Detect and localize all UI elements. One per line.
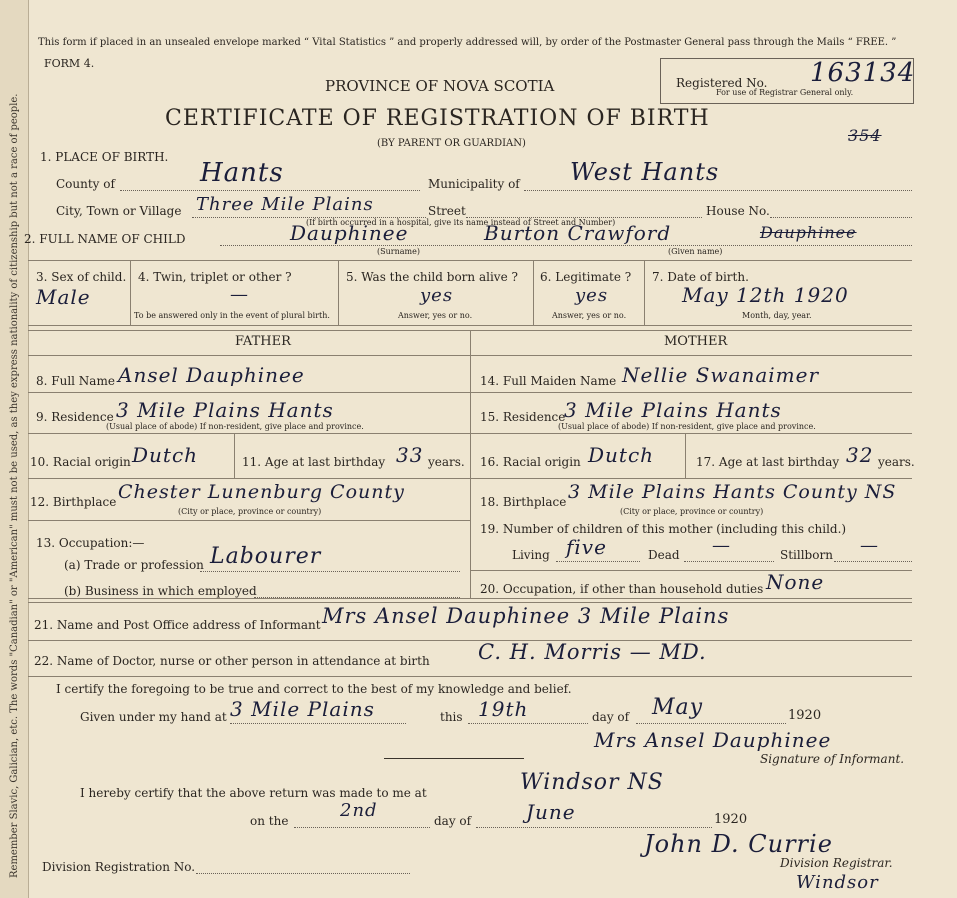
mother-birthplace-note: (City or place, province or country): [620, 507, 764, 516]
municipality-label: Municipality of: [428, 177, 520, 191]
registrar-day: 2nd: [340, 800, 378, 821]
legitimate-note: Answer, yes or no.: [552, 311, 627, 320]
certify-year: 1920: [788, 708, 822, 723]
street-label: Street: [428, 204, 466, 218]
province-heading: PROVINCE OF NOVA SCOTIA: [325, 77, 555, 95]
certify-dayof-label: day of: [592, 710, 630, 724]
certify-text: I certify the foregoing to be true and correct to the best of my knowledge and belief.: [56, 682, 572, 696]
registered-number: 163134: [810, 58, 916, 88]
signature-label: Signature of Informant.: [760, 752, 905, 766]
mother-race: Dutch: [588, 443, 655, 467]
father-age-label: 11. Age at last birthday: [242, 455, 386, 469]
informant-signature: Mrs Ansel Dauphinee: [594, 728, 832, 752]
father-name: Ansel Dauphinee: [118, 363, 305, 387]
father-age: 33: [396, 443, 424, 467]
doctor-value: C. H. Morris — MD.: [478, 640, 707, 664]
side-strip: [0, 0, 29, 898]
on-label: on the: [250, 814, 289, 828]
alive-value: yes: [420, 285, 454, 306]
mother-occupation: None: [766, 570, 825, 594]
doctor-label: 22. Name of Doctor, nurse or other person in attendance at birth: [34, 654, 430, 668]
registrar-signature: John D. Currie: [644, 830, 833, 858]
side-strip-text: Remember Slavic, Galician, etc. The words "Canadian" or "American" must not be used, as they express nationality of citizenship but not a race of people.: [9, 93, 20, 878]
registrar-title: Division Registrar.: [780, 856, 893, 870]
given-name-note: (Given name): [668, 247, 723, 256]
registered-note: For use of Registrar General only.: [716, 88, 854, 97]
city-value: Three Mile Plains: [196, 194, 374, 215]
mother-occupation-label: 20. Occupation, if other than household duties: [480, 582, 764, 596]
living-value: five: [566, 535, 607, 559]
father-heading: FATHER: [235, 334, 291, 349]
given-place: 3 Mile Plains: [230, 697, 375, 721]
mother-birthplace: 3 Mile Plains Hants County NS: [568, 481, 897, 503]
sex-value: Male: [36, 285, 91, 309]
place-heading: 1. PLACE OF BIRTH.: [40, 150, 169, 164]
father-race: Dutch: [132, 443, 199, 467]
registrar-place: Windsor NS: [520, 770, 664, 795]
dead-value: —: [712, 535, 731, 556]
father-residence-label: 9. Residence: [36, 410, 114, 424]
registrar-year: 1920: [714, 812, 748, 827]
child-surname: Dauphinee: [290, 221, 409, 245]
informant-label: 21. Name and Post Office address of Informant: [34, 618, 321, 632]
side-number: 354: [848, 126, 882, 145]
mother-name-label: 14. Full Maiden Name: [480, 374, 617, 388]
dob-note: Month, day, year.: [742, 311, 812, 320]
twin-label: 4. Twin, triplet or other ?: [138, 270, 292, 284]
twin-note: To be answered only in the event of plural birth.: [134, 311, 330, 320]
mother-age: 32: [846, 443, 874, 467]
certify-month: May: [652, 695, 704, 720]
father-birthplace: Chester Lunenburg County: [118, 481, 405, 503]
stillborn-value: —: [860, 535, 879, 556]
registrar-dayof-label: day of: [434, 814, 472, 828]
surname-note: (Surname): [377, 247, 420, 256]
stillborn-label: Stillborn: [780, 548, 833, 562]
alive-label: 5. Was the child born alive ?: [346, 270, 518, 284]
child-name-label: 2. FULL NAME OF CHILD: [24, 232, 186, 246]
form-number: FORM 4.: [44, 57, 95, 70]
mother-years: years.: [878, 455, 915, 469]
page-title: CERTIFICATE OF REGISTRATION OF BIRTH: [165, 106, 710, 131]
living-label: Living: [512, 548, 550, 562]
registrar-town: Windsor: [796, 872, 879, 893]
mother-age-label: 17. Age at last birthday: [696, 455, 840, 469]
father-trade: Labourer: [210, 544, 322, 569]
father-occupation-label: 13. Occupation:—: [36, 536, 145, 550]
this-label: this: [440, 710, 463, 724]
trade-label: (a) Trade or profession: [64, 558, 204, 572]
legitimate-value: yes: [575, 285, 609, 306]
twin-value: —: [230, 284, 249, 305]
dob-label: 7. Date of birth.: [652, 270, 749, 284]
house-label: House No.: [706, 204, 770, 218]
registrar-month: June: [526, 800, 576, 824]
father-race-label: 10. Racial origin: [30, 455, 131, 469]
child-given-name: Burton Crawford: [484, 221, 672, 245]
postal-notice: This form if placed in an unsealed envelope marked “ Vital Statistics ” and properly addressed will, by order of the Postmaster General pass through the Mails “ FREE. ”: [38, 37, 897, 48]
city-label: City, Town or Village: [56, 204, 182, 218]
father-residence-note: (Usual place of abode) If non-resident, give place and province.: [106, 422, 364, 431]
sex-label: 3. Sex of child.: [36, 270, 127, 284]
children-label: 19. Number of children of this mother (including this child.): [480, 522, 847, 536]
legitimate-label: 6. Legitimate ?: [540, 270, 632, 284]
informant-value: Mrs Ansel Dauphinee 3 Mile Plains: [322, 604, 730, 628]
father-name-label: 8. Full Name: [36, 374, 115, 388]
child-struck-name: Dauphinee: [760, 223, 857, 242]
business-label: (b) Business in which employed: [64, 584, 257, 598]
county-label: County of: [56, 177, 115, 191]
father-birthplace-note: (City or place, province or country): [178, 507, 322, 516]
alive-note: Answer, yes or no.: [398, 311, 473, 320]
given-label: Given under my hand at: [80, 710, 227, 724]
father-birthplace-label: 12. Birthplace: [30, 495, 117, 509]
mother-heading: MOTHER: [664, 334, 728, 349]
mother-residence: 3 Mile Plains Hants: [564, 398, 782, 422]
hospital-note: (If birth occurred in a hospital, give its name instead of Street and Number): [306, 218, 616, 227]
registrar-text: I hereby certify that the above return was made to me at: [80, 786, 427, 800]
dob-value: May 12th 1920: [682, 283, 849, 307]
father-residence: 3 Mile Plains Hants: [116, 398, 334, 422]
mother-race-label: 16. Racial origin: [480, 455, 581, 469]
municipality-value: West Hants: [570, 158, 720, 186]
mother-residence-note: (Usual place of abode) If non-resident, give place and province.: [558, 422, 816, 431]
mother-residence-label: 15. Residence: [480, 410, 566, 424]
division-reg-label: Division Registration No.: [42, 860, 196, 874]
mother-name: Nellie Swanaimer: [622, 363, 820, 387]
registered-label: Registered No.: [676, 76, 768, 90]
certify-day: 19th: [478, 697, 529, 721]
dead-label: Dead: [648, 548, 680, 562]
county-value: Hants: [200, 158, 284, 188]
page-subtitle: (BY PARENT OR GUARDIAN): [377, 138, 526, 149]
mother-birthplace-label: 18. Birthplace: [480, 495, 567, 509]
father-years: years.: [428, 455, 465, 469]
